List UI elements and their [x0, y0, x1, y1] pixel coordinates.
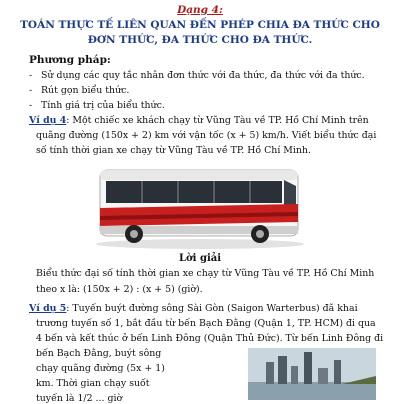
- method-heading: Phương pháp:: [29, 54, 111, 66]
- method-item: - Sử dụng các quy tắc nhân đơn thức với đa thức, đa thức với đa thức.: [29, 70, 365, 81]
- page-title-line1: TOÁN THỰC TẾ LIÊN QUAN ĐẾN PHÉP CHIA ĐA THỨC CHO: [20, 19, 380, 31]
- solution-line1: Biểu thức đại số tính thời gian xe chạy từ Vũng Tàu về TP. Hồ Chí Minh: [36, 268, 375, 279]
- section-label: Dạng 4:: [177, 4, 223, 16]
- example4-line2: quãng đường (150x + 2) km với vận tốc (x + 5) km/h. Viết biểu thức đại: [36, 130, 377, 141]
- method-item: - Tính giá trị của biểu thức.: [29, 100, 165, 111]
- bus-image: [92, 164, 308, 250]
- example5-line3: 4 bến và kết thúc ở bến Linh Đông (Quận Thủ Đức). Từ bến Linh Đông đi: [36, 333, 384, 344]
- example5-line1: Ví dụ 5: Tuyến buýt đường sông Sài Gòn (Saigon Warterbus) đã khai: [29, 303, 358, 314]
- solution-line2: theo x là: (150x + 2) : (x + 5) (giờ).: [36, 284, 203, 295]
- example5-line7: tuyến là 1/2 ... giờ: [36, 393, 123, 404]
- example4-line3: số tính thời gian xe chạy từ Vũng Tàu về TP. Hồ Chí Minh.: [36, 145, 311, 156]
- example4-label: Ví dụ 4: [29, 115, 67, 126]
- example4-line1: Ví dụ 4: Một chiếc xe khách chạy từ Vũng Tàu về TP. Hồ Chí Minh trên: [29, 115, 369, 126]
- solution-heading: Lời giải: [178, 253, 222, 264]
- example5-line4: bến Bạch Đằng, buýt sông: [36, 348, 162, 359]
- example5-line2: trương tuyến số 1, bắt đầu từ bến Bạch Đằng (Quận 1, TP. HCM) đi qua: [36, 318, 376, 329]
- page-title-line2: ĐƠN THỨC, ĐA THỨC CHO ĐA THỨC.: [87, 34, 313, 46]
- example5-line6: km. Thời gian chạy suốt: [36, 378, 150, 389]
- example5-label: Ví dụ 5: [29, 303, 67, 314]
- example5-line5: chạy quãng đường (5x + 1): [36, 363, 165, 374]
- method-item: - Rút gọn biểu thức.: [29, 85, 130, 96]
- river-city-photo: [248, 348, 376, 400]
